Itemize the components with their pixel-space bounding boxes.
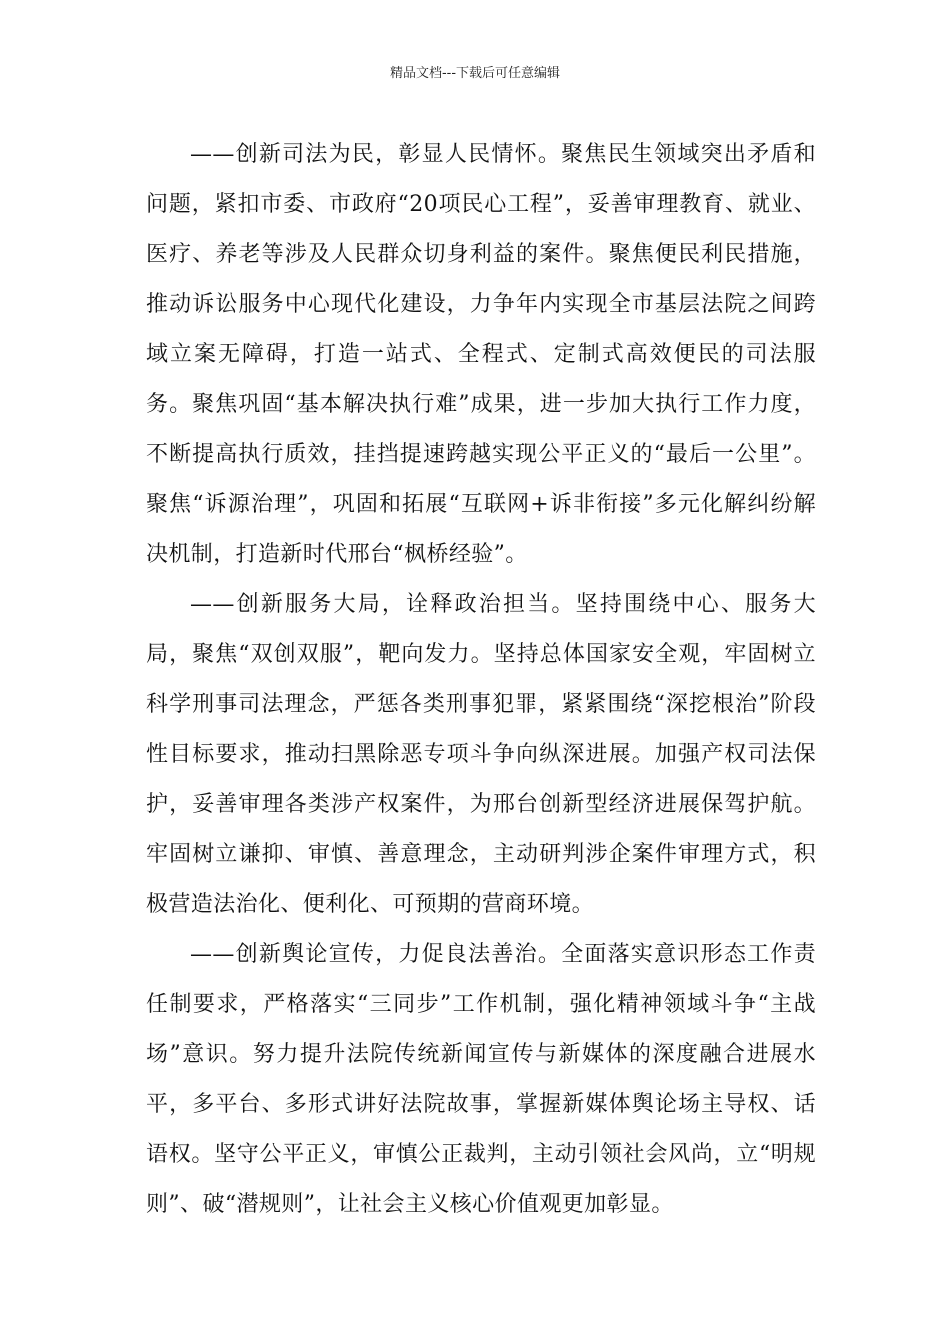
paragraph-judicial-for-people: ——创新司法为民，彰显人民情怀。聚焦民生领域突出矛盾和问题，紧扣市委、市政府“20项民心工程”，妥善审理教育、就业、医疗、养老等涉及人民群众切身利益的案件。聚焦便民利民措施，推动诉讼服务中心现代化建设，力争年内实现全市基层法院之间跨域立案无障碍，打造一站式、全程式、定制式高效便民的司法服务。聚焦巩固“基本解决执行难”成果，进一步加大执行工作力度，不断提高执行质效，挂挡提速跨越实现公平正义的“最后一公里”。聚焦“诉源治理”，巩固和拓展“互联网+诉非衔接”多元化解纠纷解决机制，打造新时代邢台“枫桥经验”。 xyxy=(146,142,816,567)
paragraph-public-opinion: ——创新舆论宣传，力促良法善治。全面落实意识形态工作责任制要求，严格落实“三同步”工作机制，强化精神领域斗争“主战场”意识。努力提升法院传统新闻宣传与新媒体的深度融合进展水平，多平台、多形式讲好法院故事，掌握新媒体舆论场主导权、话语权。坚守公平正义，审慎公正裁判，主动引领社会风尚，立“明规则”、破“潜规则”，让社会主义核心价值观更加彰显。 xyxy=(146,942,816,1217)
page-header: 精品文档---下载后可任意编辑 xyxy=(389,66,561,81)
document-body xyxy=(146,130,816,1230)
paragraph-serve-overall-situation: ——创新服务大局，诠释政治担当。坚持围绕中心、服务大局，聚焦“双创双服”，靶向发力。坚持总体国家安全观，牢固树立科学刑事司法理念，严惩各类刑事犯罪，紧紧围绕“深挖根治”阶段性目标要求，推动扫黑除恶专项斗争向纵深进展。加强产权司法保护，妥善审理各类涉产权案件，为邢台创新型经济进展保驾护航。牢固树立谦抑、审慎、善意理念，主动研判涉企案件审理方式，积极营造法治化、便利化、可预期的营商环境。 xyxy=(146,592,816,917)
